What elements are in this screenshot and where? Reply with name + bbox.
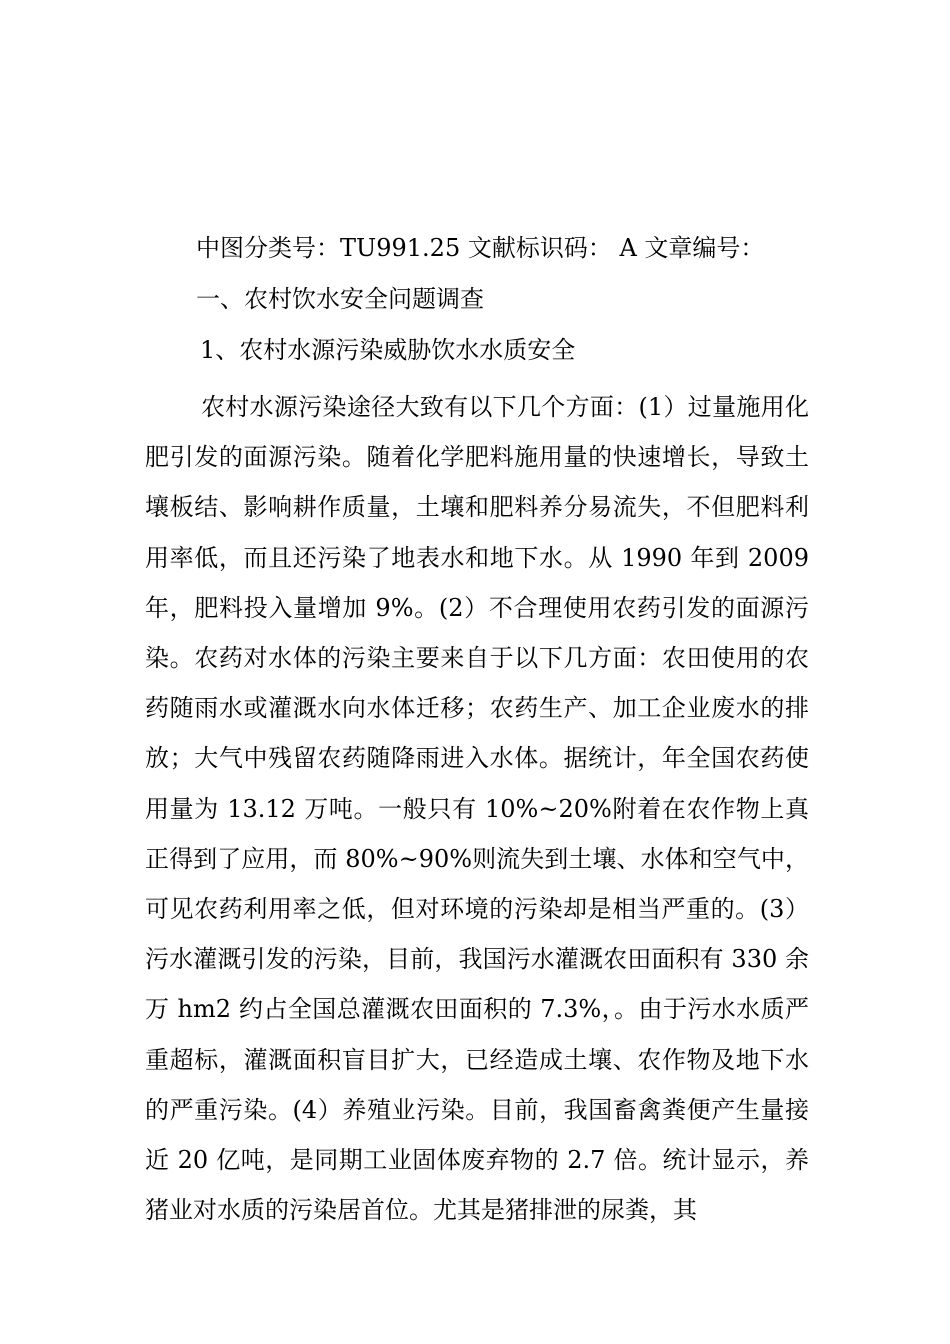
- section-heading: 一、农村饮水安全问题调查: [196, 285, 484, 313]
- classification-meta-line: 中图分类号：TU991.25 文献标识码： A 文章编号：: [196, 234, 765, 262]
- subsection-heading: 1、农村水源污染威胁饮水水质安全: [200, 336, 576, 364]
- body-paragraph: 农村水源污染途径大致有以下几个方面：(1）过量施用化肥引发的面源污染。随着化学肥料施用量的快速增长，导致土壤板结、影响耕作质量，土壤和肥料养分易流失，不但肥料利用率低，而且还污染了地表水和地下水。从 1990 年到 2009 年，肥料投入量增加 9%。(2）不合理使用农药引发的面源污染。农药对水体的污染主要来自于以下几方面：农田使用的农药随雨水或灌溉水向水体迁移；农药生产、加工企业废水的排放；大气中残留农药随降雨进入水体。据统计，年全国农药使用量为 13.12 万吨。一般只有 10%~20%附着在农作物上真正得到了应用，而 80%~90%则流失到土壤、水体和空气中，可见农药利用率之低，但对环境的污染却是相当严重的。(3）污水灌溉引发的污染，目前，我国污水灌溉农田面积有 330 余万 hm2 约占全国总灌溉农田面积的 7.3%，。由于污水水质严重超标，灌溉面积盲目扩大，已经造成土壤、农作物及地下水的严重污染。(4）养殖业污染。目前，我国畜禽粪便产生量接近 20 亿吨，是同期工业固体废弃物的 2.7 倍。统计显示，养猪业对水质的污染居首位。尤其是猪排泄的尿粪，其: [145, 393, 809, 1225]
